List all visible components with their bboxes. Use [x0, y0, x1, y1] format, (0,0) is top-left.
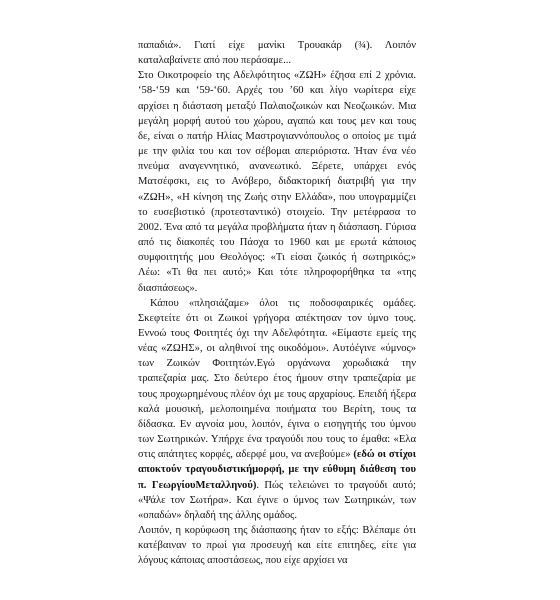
paragraph-climax: [138, 523, 416, 568]
text-run: . Πώς τελειώνει το τραγούδι αυτό; «Ψάλε τον Σωτήρα». Και έγινε ο ύμνος των Σωτηρικών, των «οπαδών» δηλαδή της άλλης ομάδος.: [138, 479, 416, 521]
text-run: παπαδιά». Γιατί είχε μανίκι Τρουακάρ (¾). Λοιπόν καταλαβαίνετε από που περάσαμε...: [138, 40, 416, 67]
paragraph-oikotrofeio: [138, 68, 416, 295]
body-text: [138, 38, 416, 568]
paragraph-hymns: [138, 296, 416, 523]
text-run: Κάπου «πλησιάζαμε» όλοι τις ποδοσφαιρικές ομάδες. Σκεφτείτε ότι οι Ζωικοί γρήγορα απέκτησαν τον ύμνο τους. Εννοώ τους Φοιτητές όχι την Αδελφότητα. «Είμαστε εμείς της νέας «ΖΩΗΣ», οι αληθινοί της οικοδόμοι». Αυτόέγινε «ύμνος» των Ζωικών Φοιτητών.Εγώ οργάνωνα χορωδιακά την τραπεζαρία μας. Στο δεύτερο έτος ήμουν στην τραπεζαρία με τους προχωρημένους πλέον όχι με τους αρχαρίους. Επειδή ήξερα καλά μουσική, μελοποιημένα ποιήματα του Βερίτη, τους τα δίδασκα. Εν αγνοία μου, λοιπόν, έγινα ο εισηγητής του ύμνου των Σωτηρικών. Υπήρχε ένα τραγούδι που τους το έμαθα: «Ελα στις απάτητες κορφές, αδερφέ μου, να ανεβούμε»: [138, 297, 416, 461]
text-run: Στο Οικοτροφείο της Αδελφότητος «ΖΩΗ» έζησα επί 2 χρόνια. ‘58-‘59 και ‘59-‘60. Αρχές του ’60 και λίγο νωρίτερα είχε αρχίσει η διάσταση μεταξύ Παλαιοζωικών και Νεοζωικών. Μια μεγάλη μορφή αυτού του χώρου, αγαπώ και τους μεν και τους δε, είναι ο πατήρ Ηλίας Μαστρογιαννόπουλος ο οποίος με τιμά με την φιλία του και τον σέβομαι απεριόριστα. Ήταν ένα νέο πνεύμα αναγεννητικό, ανανεωτικό. Ξέρετε, υπάρχει ενός Ματσέφσκι, εις το Ανόβερο, διδακτορική διατριβή για την «ΖΩΗ», «Η κίνηση της Ζωής στην Ελλάδα», που υπογραμμίζει το ευσεβιστικό (προτεσταντικό) στοιχείο. Την μετέφρασα το 2002. Ένα από τα μεγάλα προβλήματα ήταν η διάσπαση. Γύρισα από τις διακοπές του Πάσχα το 1960 και με ερωτά κάποιος συμφοιτητής μου Θεολόγος: «Τι είσαι ζωικός ή σωτηρικός;» Λέω: «Τι θα πει αυτό;» Και τότε πληροφορήθηκα τα «της διασπάσεως».: [138, 70, 416, 294]
text-run: Λοιπόν, η κορύφωση της διάσπασης ήταν το εξής: Βλέπαμε ότι κατέβαιναν το πρωί για προσευχή και είτε επιτηδες, είτε για λόγους κάποιας αποστάσεως, που είχε αρχίσει να: [138, 525, 416, 567]
bold-text-run: (εδώ οι στίχοι αποκτούν τραγουδιστικήμορφή, με την εύθυμη διάθεση του π. ΓεωργίουΜεταλληνού): [138, 449, 416, 491]
paragraph-continuation: [138, 38, 416, 68]
